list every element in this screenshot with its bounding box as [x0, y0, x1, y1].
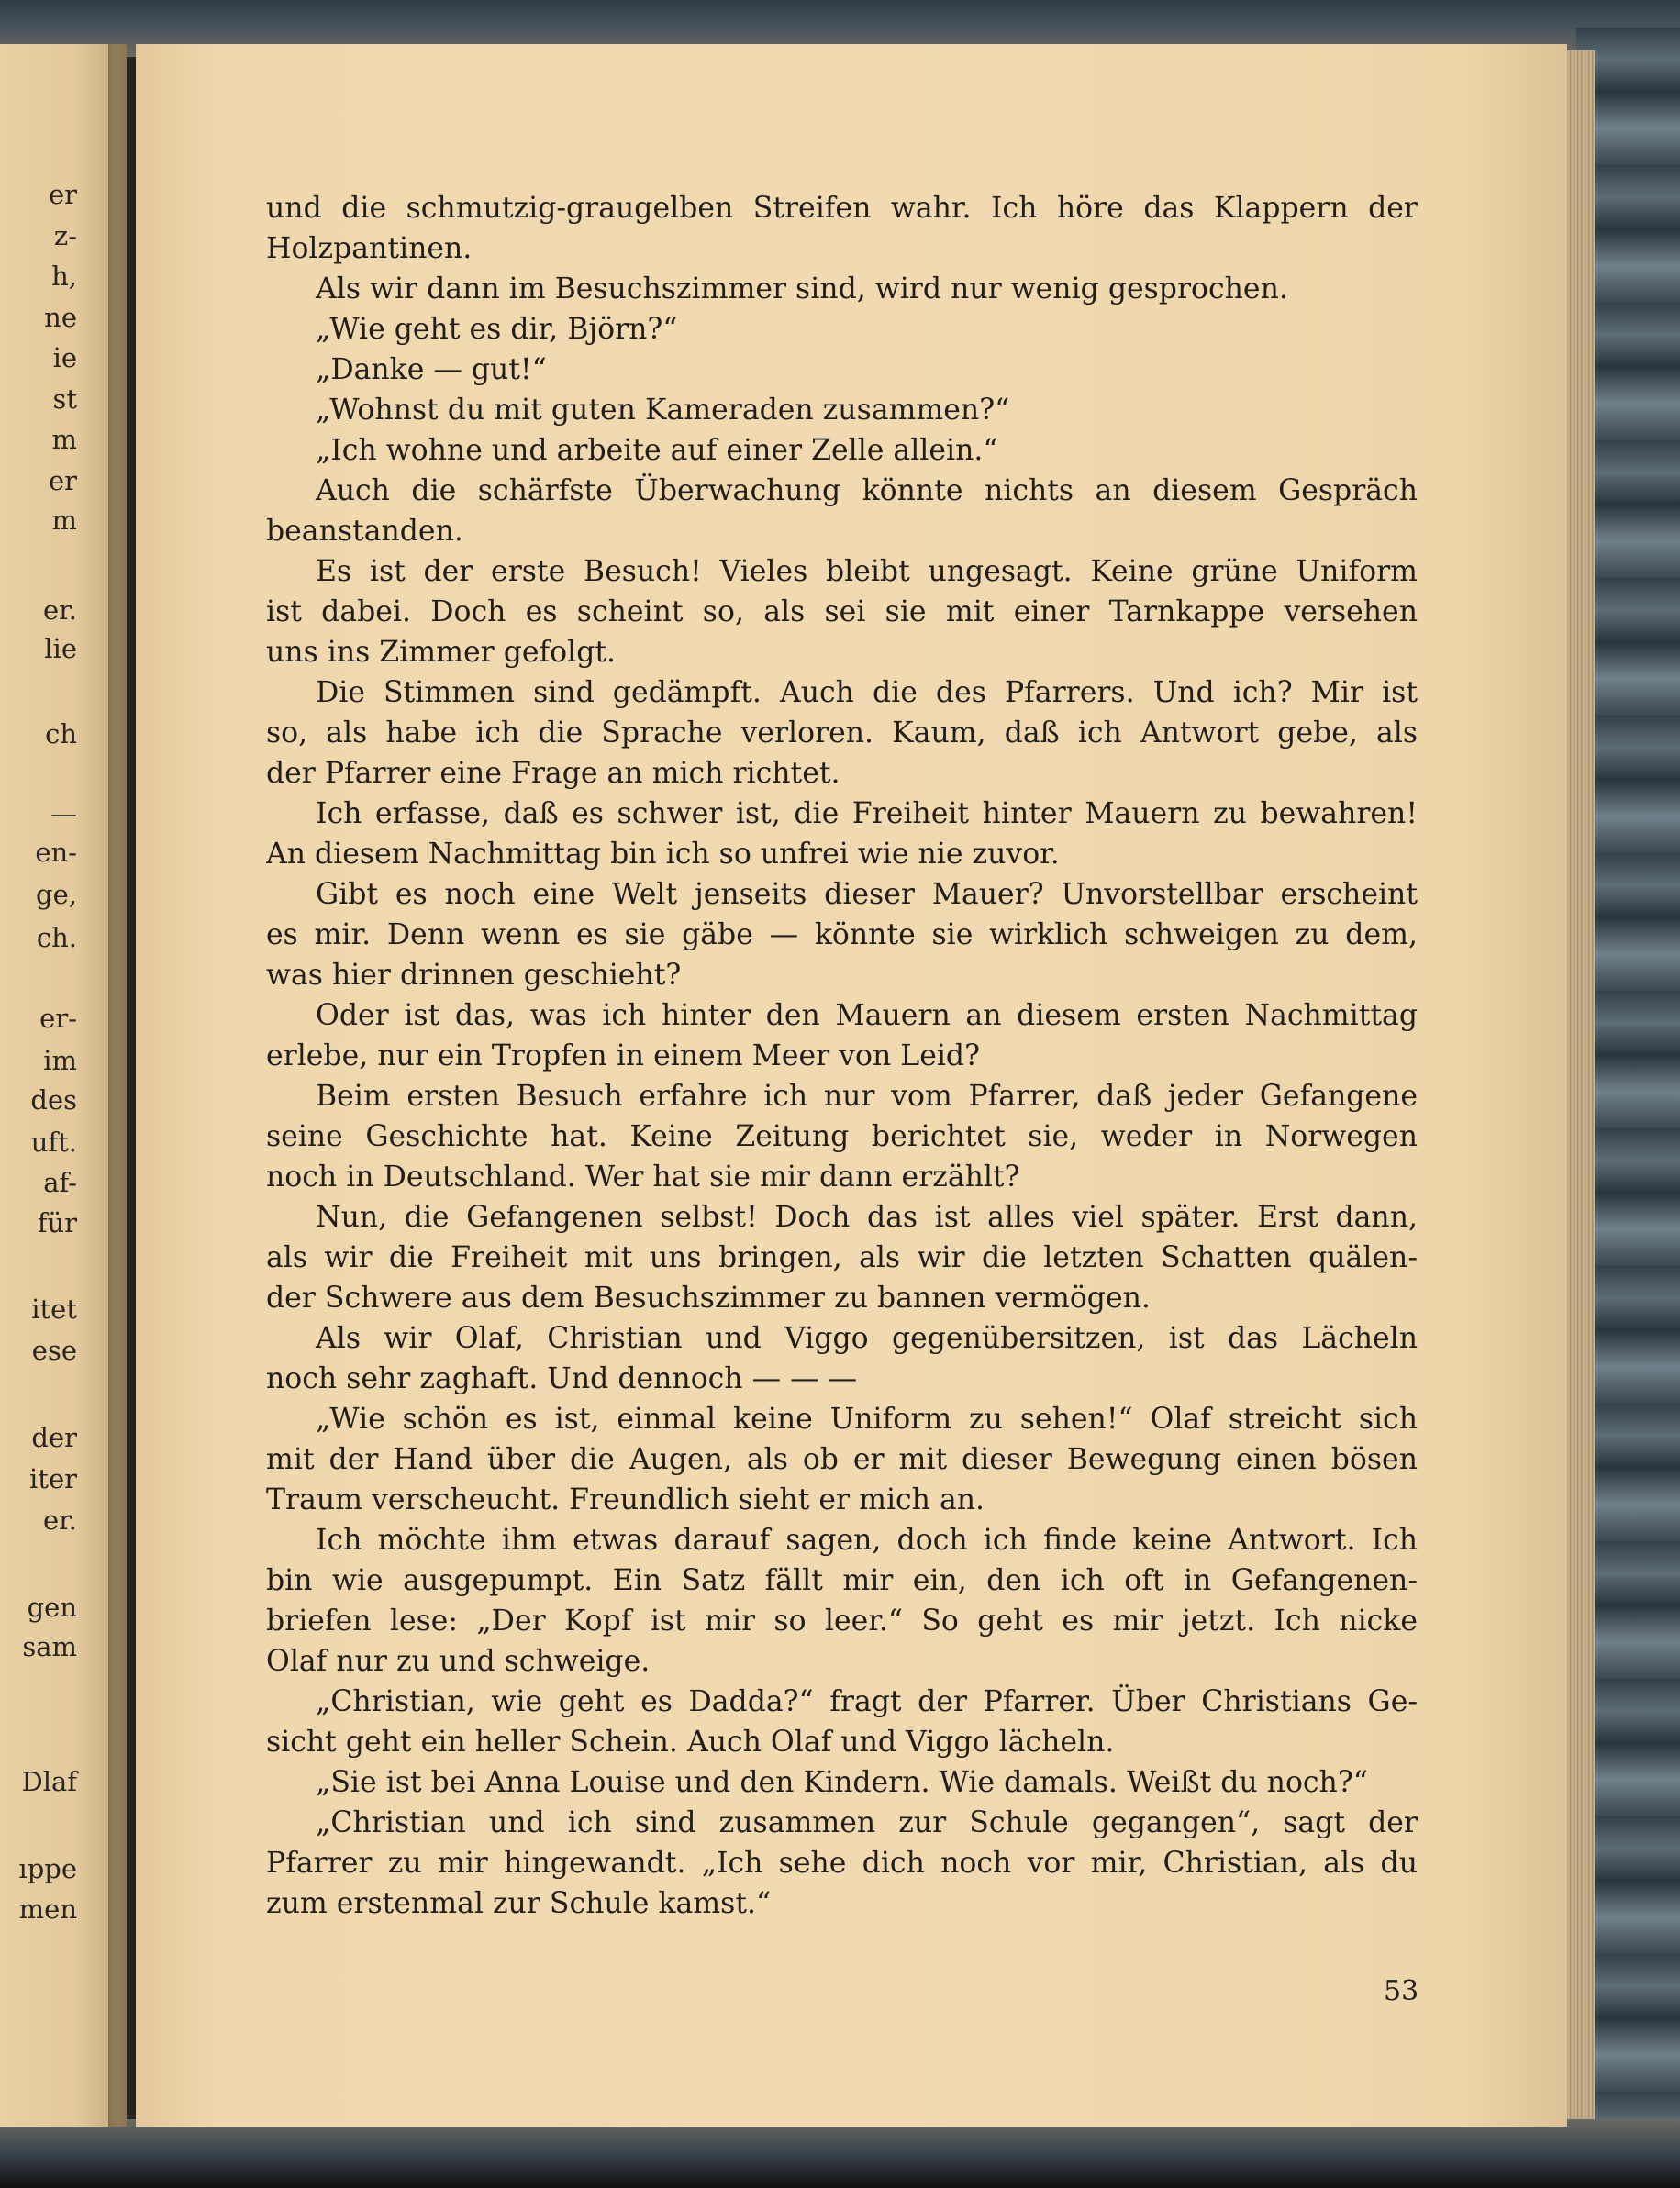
book-cover-bottom — [0, 2119, 1680, 2188]
text-line: Ich erfasse, daß es schwer ist, die Freiheit hinter Mauern zu bewahren! — [316, 797, 1418, 830]
previous-page-text — [0, 0, 110, 2188]
text-line: „Danke — gut!“ — [316, 353, 547, 386]
text-line: der Pfarrer eine Frage an mich richtet. — [266, 757, 840, 790]
previous-page-fragment: men — [18, 1894, 77, 1925]
text-line: „Christian, wie geht es Dadda?“ fragt der Pfarrer. Über Christians Ge- — [316, 1685, 1418, 1718]
previous-page-fragment: uft. — [30, 1127, 77, 1158]
previous-page-fragment: ese — [31, 1335, 77, 1366]
text-line: als wir die Freiheit mit uns bringen, als wir die letzten Schatten quälen- — [266, 1241, 1418, 1274]
text-line: Olaf nur zu und schweige. — [266, 1645, 651, 1678]
previous-page-fragment: im — [43, 1045, 77, 1076]
text-line: Ich möchte ihm etwas darauf sagen, doch ich finde keine Antwort. Ich — [316, 1524, 1418, 1557]
previous-page-fragment: af- — [43, 1167, 77, 1198]
text-line: Oder ist das, was ich hinter den Mauern an diesem ersten Nachmittag — [316, 999, 1418, 1032]
text-line: Auch die schärfste Überwachung könnte nichts an diesem Gespräch — [316, 474, 1418, 507]
previous-page-fragment: er — [48, 179, 77, 210]
text-line: „Ich wohne und arbeite auf einer Zelle allein.“ — [316, 434, 998, 467]
previous-page-fragment: ıppe — [18, 1853, 77, 1884]
text-line: Es ist der erste Besuch! Vieles bleibt ungesagt. Keine grüne Uniform — [316, 555, 1418, 588]
previous-page-fragment: iter — [29, 1463, 77, 1494]
text-line: was hier drinnen geschieht? — [266, 959, 682, 992]
text-line: An diesem Nachmittag bin ich so unfrei wie nie zuvor. — [266, 838, 1060, 871]
text-line: briefen lese: „Der Kopf ist mir so leer.“ So geht es mir jetzt. Ich nicke — [266, 1605, 1418, 1638]
previous-page-fragment: der — [31, 1422, 77, 1453]
text-line: der Schwere aus dem Besuchszimmer zu bannen vermögen. — [266, 1282, 1151, 1315]
text-line: uns ins Zimmer gefolgt. — [266, 636, 617, 669]
text-line: Gibt es noch eine Welt jenseits dieser Mauer? Unvorstellbar erscheint — [316, 878, 1418, 911]
previous-page-fragment: z- — [53, 220, 77, 251]
previous-page-fragment: ne — [44, 302, 77, 333]
text-line: sicht geht ein heller Schein. Auch Olaf und Viggo lächeln. — [266, 1726, 1115, 1759]
previous-page-fragment: er — [48, 465, 77, 496]
text-line: es mir. Denn wenn es sie gäbe — könnte sie wirklich schweigen zu dem, — [266, 918, 1418, 951]
text-line: Als wir Olaf, Christian und Viggo gegenübersitzen, ist das Lächeln — [316, 1322, 1418, 1355]
text-line: Als wir dann im Besuchszimmer sind, wird nur wenig gesprochen. — [316, 272, 1288, 305]
page-number: 53 — [1384, 1975, 1419, 2007]
previous-page-fragment: en- — [35, 837, 77, 868]
previous-page-fragment: ge, — [36, 879, 77, 910]
text-line: „Wie geht es dir, Björn?“ — [316, 313, 678, 346]
text-line: Nun, die Gefangenen selbst! Doch das ist alles viel später. Erst dann, — [316, 1201, 1418, 1234]
text-line: Holzpantinen. — [266, 232, 473, 265]
previous-page-fragment: er- — [39, 1003, 77, 1034]
text-line: seine Geschichte hat. Keine Zeitung berichtet sie, weder in Norwegen — [266, 1120, 1418, 1153]
text-line: und die schmutzig-graugelben Streifen wahr. Ich höre das Klappern der — [266, 192, 1418, 225]
text-line: „Wohnst du mit guten Kameraden zusammen?“ — [316, 394, 1010, 427]
previous-page-fragment: m — [51, 424, 77, 455]
text-line: Pfarrer zu mir hingewandt. „Ich sehe dich noch vor mir, Christian, als du — [266, 1847, 1418, 1880]
previous-page-fragment: er. — [42, 594, 77, 626]
previous-page-fragment: sam — [22, 1631, 77, 1662]
text-line: mit der Hand über die Augen, als ob er mit dieser Bewegung einen bösen — [266, 1443, 1418, 1476]
previous-page-fragment: lie — [44, 633, 77, 664]
text-line: noch sehr zaghaft. Und dennoch — — — — [266, 1362, 858, 1395]
text-line: „Sie ist bei Anna Louise und den Kindern. Wie damals. Weißt du noch?“ — [316, 1766, 1368, 1799]
text-line: „Wie schön es ist, einmal keine Uniform zu sehen!“ Olaf streicht sich — [316, 1403, 1418, 1436]
previous-page-fragment: — — [50, 798, 77, 829]
previous-page-fragment: st — [52, 383, 77, 415]
previous-page-fragment: m — [51, 505, 77, 536]
previous-page-fragment: für — [37, 1207, 77, 1238]
text-line: „Christian und ich sind zusammen zur Schule gegangen“, sagt der — [316, 1806, 1418, 1839]
previous-page-fragment: itet — [31, 1294, 77, 1325]
text-line: noch in Deutschland. Wer hat sie mir dann erzählt? — [266, 1161, 1020, 1194]
previous-page-fragment: ch — [45, 718, 77, 750]
text-line: Beim ersten Besuch erfahre ich nur vom Pfarrer, daß jeder Gefangene — [316, 1080, 1418, 1113]
previous-page-fragment: ch. — [36, 922, 77, 953]
previous-page-fragment: Dlaf — [21, 1766, 77, 1797]
previous-page-fragment: des — [30, 1084, 77, 1116]
text-line: Die Stimmen sind gedämpft. Auch die des Pfarrers. Und ich? Mir ist — [316, 676, 1418, 709]
text-line: so, als habe ich die Sprache verloren. Kaum, daß ich Antwort gebe, als — [266, 716, 1418, 750]
text-line: erlebe, nur ein Tropfen in einem Meer von Leid? — [266, 1039, 980, 1072]
text-line: ist dabei. Doch es scheint so, als sei sie mit einer Tarnkappe versehen — [266, 595, 1418, 628]
previous-page-fragment: ie — [52, 342, 77, 373]
previous-page-fragment: er. — [42, 1505, 77, 1536]
text-line: bin wie ausgepumpt. Ein Satz fällt mir ein, den ich oft in Gefangenen- — [266, 1564, 1418, 1597]
text-line: Traum verscheucht. Freundlich sieht er mich an. — [266, 1483, 985, 1516]
text-line: zum erstenmal zur Schule kamst.“ — [266, 1887, 772, 1920]
previous-page-fragment: h, — [51, 261, 77, 292]
previous-page-fragment: gen — [27, 1592, 77, 1623]
text-line: beanstanden. — [266, 515, 463, 548]
